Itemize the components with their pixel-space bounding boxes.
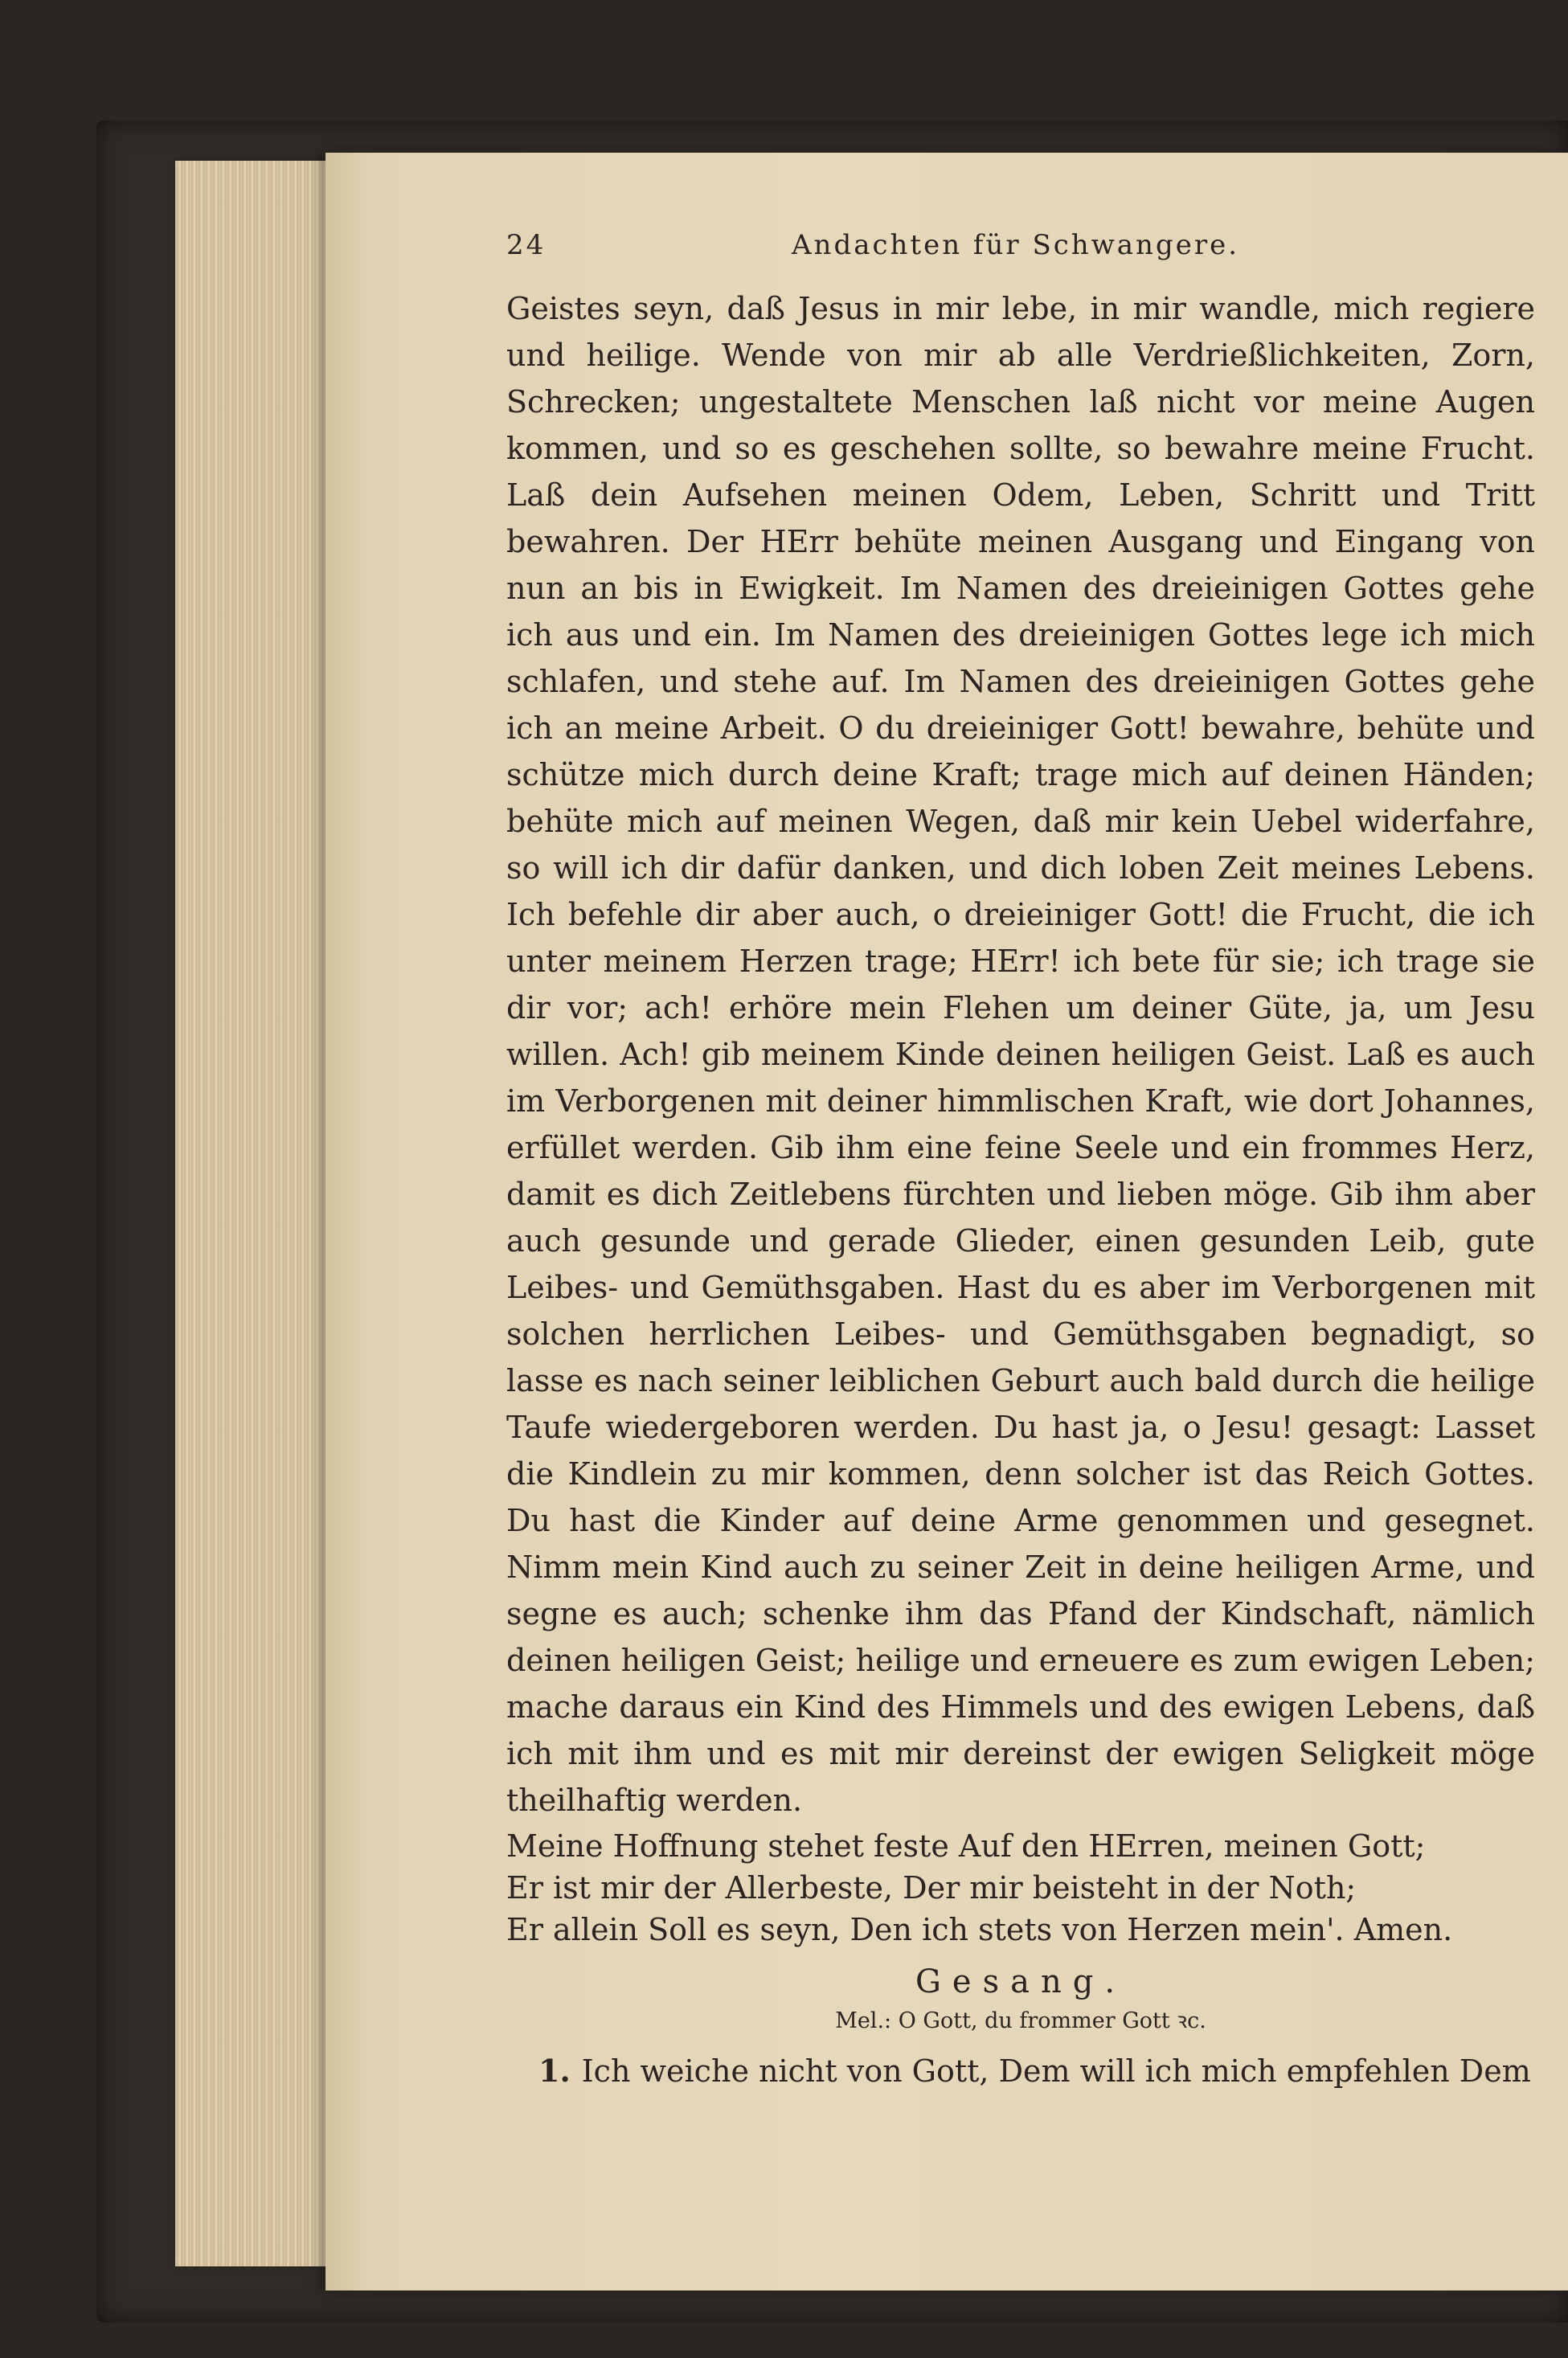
stanza-first-line [506, 2049, 1535, 2094]
verse-line: Er allein Soll es seyn, Den ich stets von Herzen mein'. Amen. [506, 1912, 1453, 1947]
running-title: Andachten für Schwangere. [792, 229, 1240, 261]
stanza-number: 1. [538, 2053, 571, 2089]
prayer-paragraph: Geistes seyn, daß Jesus in mir lebe, in mir wandle, mich regiere und heilige. Wende von mir ab alle Verdrießlichkeiten, Zorn, Schrecken; ungestaltete Menschen laß nicht vor meine Augen kommen, und so es geschehen sollte, so bewahre meine Frucht. Laß dein Aufsehen meinen Odem, Leben, Schritt und Tritt bewahren. Der HErr behüte meinen Ausgang und Eingang von nun an bis in Ewigkeit. Im Namen des dreieinigen Gottes gehe ich aus und ein. Im Namen des dreieinigen Gottes lege ich mich schlafen, und stehe auf. Im Namen des dreieinigen Gottes gehe ich an meine Arbeit. O du dreieiniger Gott! bewahre, behüte und schütze mich durch deine Kraft; trage mich auf deinen Händen; behüte mich auf meinen Wegen, daß mir kein Uebel widerfahre, so will ich dir dafür danken, und dich loben Zeit meines Lebens. Ich befehle dir aber auch, o dreieiniger Gott! die Frucht, die ich unter meinem Herzen trage; HErr! ich bete für sie; ich trage sie dir vor; ach! erhöre mein Flehen um deiner Güte, ja, um Jesu willen. Ach! gib meinem Kinde deinen heiligen Geist. Laß es auch im Verborgenen mit deiner himmlischen Kraft, wie dort Johannes, erfüllet werden. Gib ihm eine feine Seele und ein frommes Herz, damit es dich Zeitlebens fürchten und lieben möge. Gib ihm aber auch gesunde und gerade Glieder, einen gesunden Leib, gute Leibes- und Gemüthsgaben. Hast du es aber im Verborgenen mit solchen herrlichen Leibes- und Gemüthsgaben begnadigt, so lasse es nach seiner leiblichen Geburt auch bald durch die heilige Taufe wiedergeboren werden. Du hast ja, o Jesu! gesagt: Lasset die Kindlein zu mir kommen, denn solcher ist das Reich Gottes. Du hast die Kinder auf deine Arme genommen und gesegnet. Nimm mein Kind auch zu seiner Zeit in deine heiligen Arme, und segne es auch; schenke ihm das Pfand der Kindschaft, nämlich deinen heiligen Geist; heilige und erneuere es zum ewigen Leben; mache daraus ein Kind des Himmels und des ewigen Lebens, daß ich mit ihm und es mit mir dereinst der ewigen Seligkeit möge theilhaftig werden. [506, 291, 1535, 1818]
closing-verse [506, 1825, 1535, 1951]
melody-note: Mel.: O Gott, du frommer Gott ꝛc. [835, 2008, 1206, 2033]
verse-line: Er ist mir der Allerbeste, Der mir beisteht in der Noth; [506, 1870, 1357, 1906]
song-heading: Gesang. [915, 1963, 1127, 2000]
stanza-text: Ich weiche nicht von Gott, Dem will ich mich empfehlen Dem [581, 2053, 1531, 2089]
page-number: 24 [506, 229, 547, 261]
page-header [506, 229, 1535, 277]
page-edges [175, 161, 330, 2266]
prayer-text [506, 285, 1535, 1824]
verse-line: Meine Hoffnung stehet feste Auf den HErren, meinen Gott; [506, 1828, 1426, 1864]
page-content [506, 229, 1535, 2094]
